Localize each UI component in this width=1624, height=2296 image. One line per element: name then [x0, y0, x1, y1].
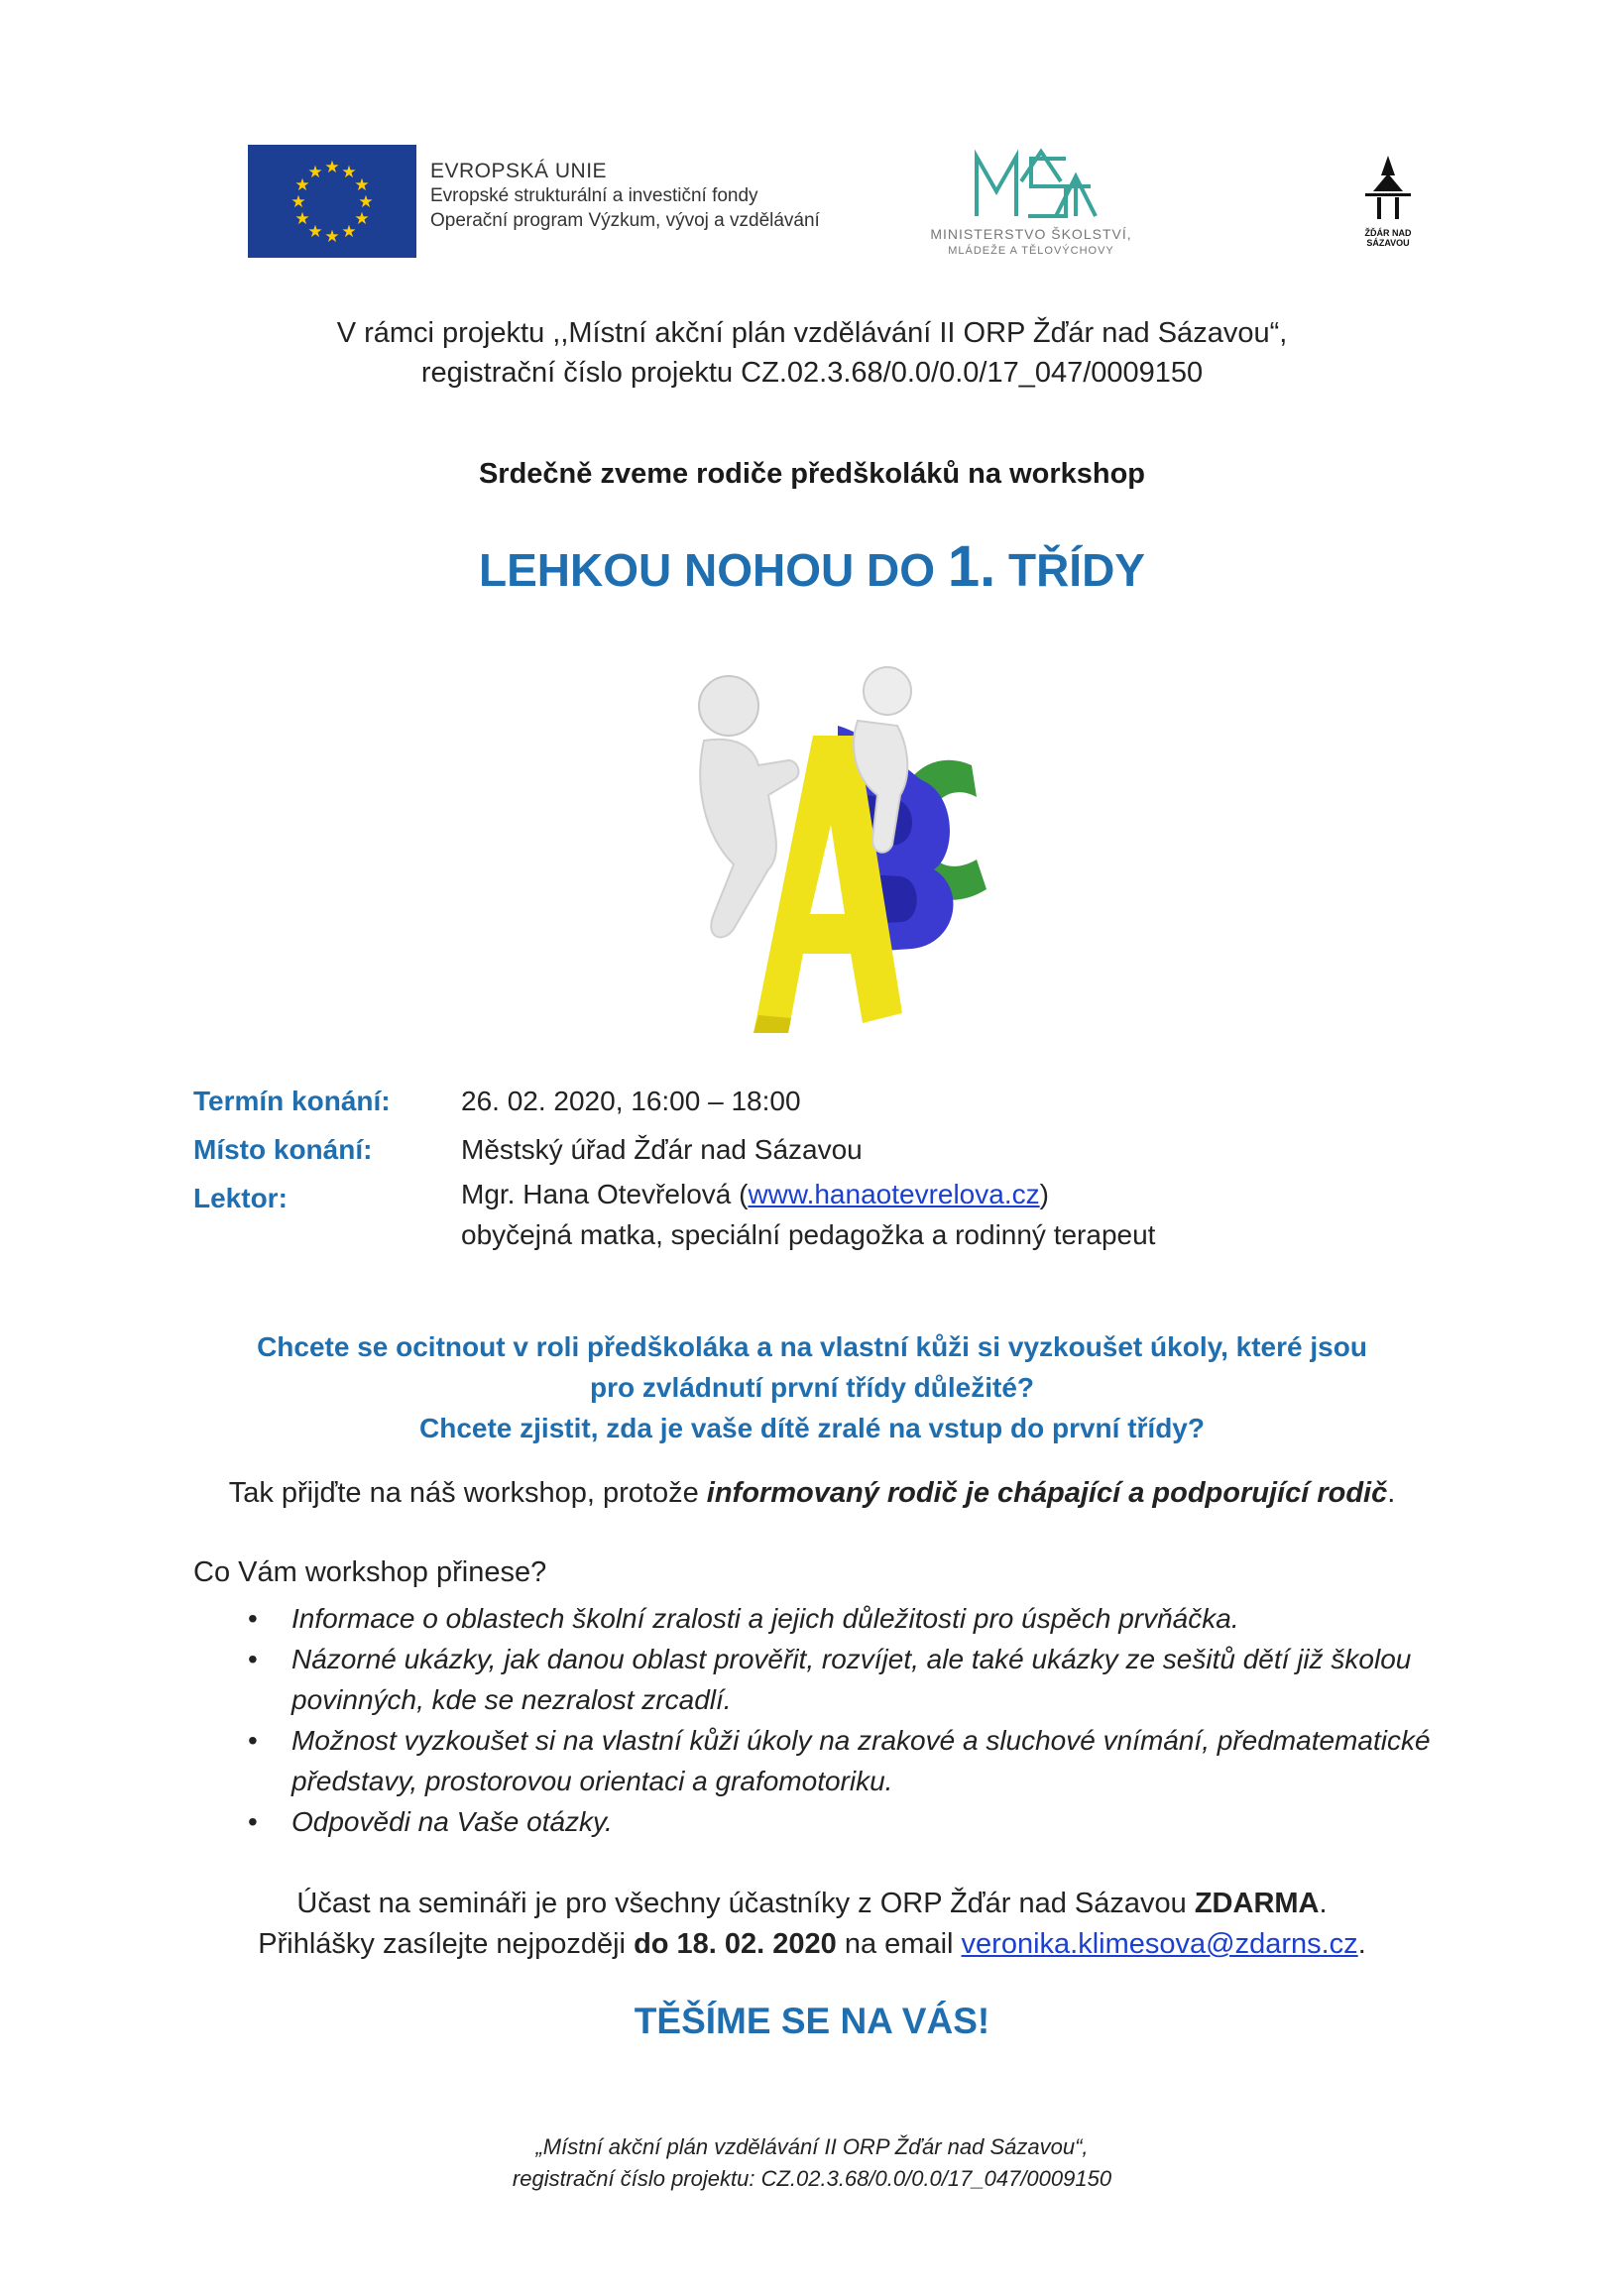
invitation-subtitle: Srdečně zveme rodiče předškoláků na workshop	[478, 458, 1146, 490]
registration-text: Přihlášky zasílejte nejpozději	[258, 1928, 635, 1960]
registration-mid: na email	[836, 1928, 962, 1960]
city-label: ŽĎÁR NAD SÁZAVOU	[1364, 228, 1412, 248]
invite-text: Tak přijďte na náš workshop, protože	[228, 1477, 707, 1509]
closing-heading: TĚŠÍME SE NA VÁS!	[634, 2001, 990, 2041]
lecturer-name: Mgr. Hana Otevřelová (	[461, 1179, 749, 1209]
svg-text:★: ★	[290, 192, 306, 211]
title-part2: TŘÍDY	[995, 544, 1145, 596]
city-logo	[1343, 154, 1433, 248]
invite-line	[0, 1477, 1624, 1510]
benefit-item: • Odpovědi na Vaše otázky.	[248, 1801, 1527, 1842]
event-details	[193, 1077, 1423, 1265]
participation-end: .	[1319, 1888, 1328, 1919]
eu-flag-logo	[248, 145, 416, 258]
msmt-logo	[917, 147, 1145, 256]
detail-lecturer-row	[193, 1174, 1423, 1263]
project-intro	[0, 313, 1624, 393]
footer-line1: „Místní akční plán vzdělávání II ORP Žďár nad Sázavou“,	[535, 2134, 1089, 2159]
church-icon	[1343, 154, 1433, 223]
svg-text:★: ★	[324, 227, 340, 246]
svg-text:★: ★	[307, 163, 323, 181]
participation-info	[0, 1884, 1624, 1965]
detail-date-row	[193, 1077, 1423, 1125]
svg-text:★: ★	[294, 209, 310, 228]
benefits-title: Co Vám workshop přinese?	[193, 1556, 547, 1588]
questions-block	[0, 1326, 1624, 1448]
eu-stars-icon	[248, 145, 416, 258]
participation-text: Účast na semináři je pro všechny účastníky z ORP Žďár nad Sázavou	[296, 1888, 1195, 1919]
lecturer-name-end: )	[1039, 1179, 1049, 1209]
title-part1: LEHKOU NOHOU DO	[479, 544, 948, 596]
title-number: 1.	[947, 534, 996, 599]
eu-logo-text	[430, 159, 820, 233]
invite-end: .	[1387, 1477, 1396, 1509]
benefit-item: • Informace o oblastech školní zralosti a jejich důležitosti pro úspěch prvňáčka.	[248, 1598, 1527, 1639]
msmt-line2: MLÁDEŽE A TĚLOVÝCHOVY	[948, 245, 1114, 257]
question-line2: pro zvládnutí první třídy důležité?	[589, 1372, 1035, 1403]
eu-title: EVROPSKÁ UNIE	[430, 160, 608, 182]
abc-figures-image	[674, 666, 1031, 1038]
svg-text:★: ★	[324, 158, 340, 176]
detail-lecturer-value	[461, 1174, 1353, 1255]
participation-free: ZDARMA	[1194, 1888, 1320, 1919]
detail-date-value: 26. 02. 2020, 16:00 – 18:00	[461, 1086, 801, 1116]
detail-place-row	[193, 1125, 1423, 1174]
lecturer-description: obyčejná matka, speciální pedagožka a rodinný terapeut	[461, 1219, 1156, 1250]
participation-line2	[0, 1924, 1624, 1965]
eu-line3: Operační program Výzkum, vývoj a vzdělávání	[430, 210, 820, 231]
detail-place-value: Městský úřad Žďár nad Sázavou	[461, 1134, 863, 1165]
question-line1: Chcete se ocitnout v roli předškoláka a na vlastní kůži si vyzkoušet úkoly, které jsou	[257, 1331, 1367, 1362]
lecturer-website-link[interactable]: www.hanaotevrelova.cz	[748, 1179, 1040, 1209]
footer	[0, 2131, 1624, 2195]
msmt-line1: MINISTERSTVO ŠKOLSTVÍ,	[930, 226, 1132, 242]
svg-text:★: ★	[294, 175, 310, 194]
abc-illustration	[674, 666, 1031, 1038]
svg-text:★: ★	[354, 175, 370, 194]
invite-emphasis: informovaný rodič je chápající a podporující rodič	[706, 1477, 1388, 1509]
participation-line1	[0, 1884, 1624, 1924]
svg-text:★: ★	[341, 163, 357, 181]
footer-line2: registrační číslo projektu: CZ.02.3.68/0.0/0.0/17_047/0009150	[512, 2166, 1112, 2191]
msmt-monogram-icon	[917, 147, 1145, 221]
svg-text:★: ★	[358, 192, 374, 211]
question-line3: Chcete zjistit, zda je vaše dítě zralé na vstup do první třídy?	[419, 1413, 1205, 1443]
benefit-item: • Názorné ukázky, jak danou oblast prověřit, rozvíjet, ale také ukázky ze sešitů dětí již školou povinných, kde se nezralost zrcadlí.	[248, 1639, 1527, 1720]
eu-line2: Evropské strukturální a investiční fondy	[430, 185, 758, 206]
registration-email-link[interactable]: veronika.klimesova@zdarns.cz	[961, 1928, 1358, 1960]
detail-date-label: Termín konání:	[193, 1086, 391, 1116]
registration-deadline: do 18. 02. 2020	[634, 1928, 837, 1960]
detail-lecturer-label: Lektor:	[193, 1183, 288, 1213]
detail-place-label: Místo konání:	[193, 1134, 373, 1165]
page-title	[0, 533, 1624, 600]
benefit-item: • Možnost vyzkoušet si na vlastní kůži úkoly na zrakové a sluchové vnímání, předmatematické představy, prostorovou orientaci a grafomotoriku.	[248, 1720, 1527, 1801]
svg-text:★: ★	[307, 222, 323, 241]
project-line1: V rámci projektu ,,Místní akční plán vzdělávání II ORP Žďár nad Sázavou“,	[336, 317, 1288, 349]
benefits-list	[248, 1598, 1527, 1842]
svg-text:★: ★	[341, 222, 357, 241]
project-line2: registrační číslo projektu CZ.02.3.68/0.0/0.0/17_047/0009150	[420, 357, 1204, 389]
svg-text:★: ★	[354, 209, 370, 228]
registration-end: .	[1357, 1928, 1366, 1960]
msmt-text	[917, 226, 1145, 260]
